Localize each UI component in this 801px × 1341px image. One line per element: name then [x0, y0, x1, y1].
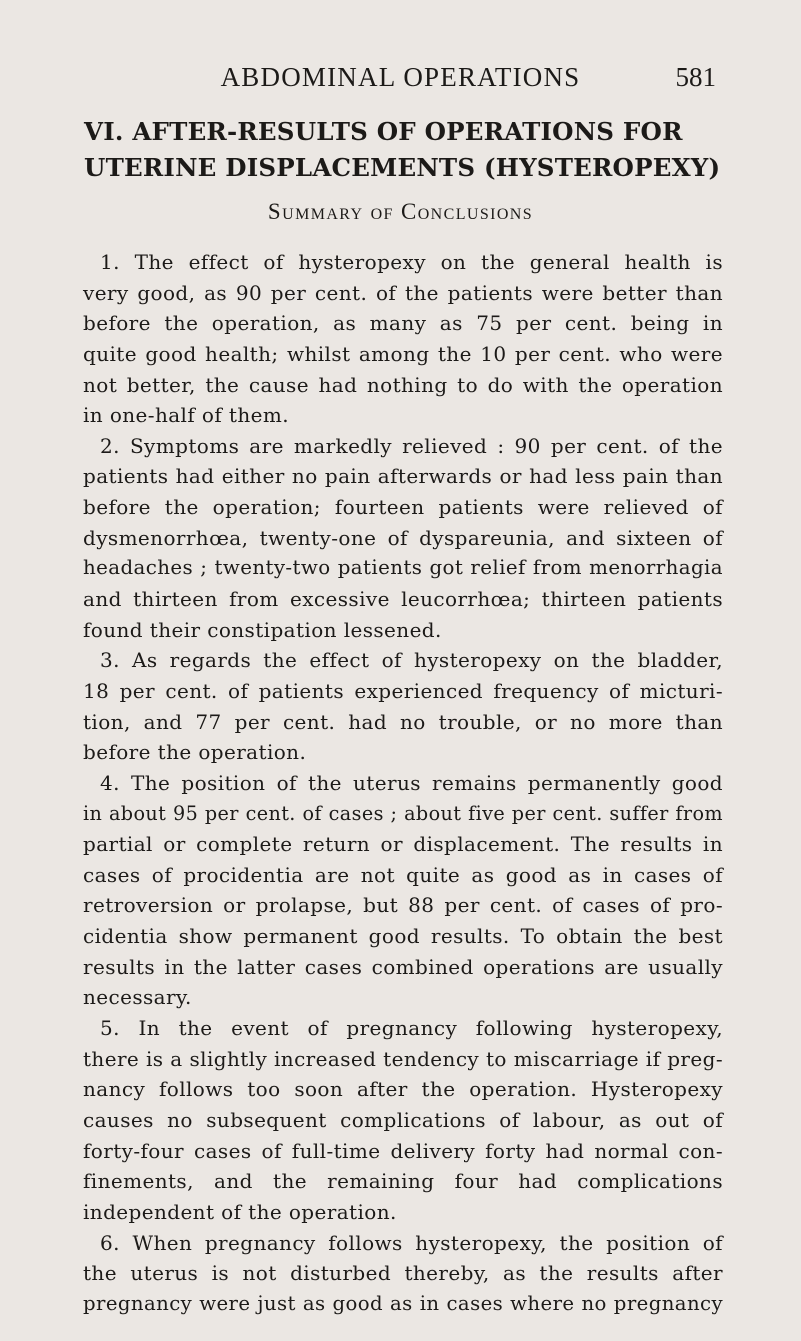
text-line: causes no subsequent complications of labour, as out of — [83, 1107, 723, 1132]
chapter-heading-line: VI. AFTER-RESULTS OF OPERATIONS FOR — [84, 117, 683, 146]
body-text — [83, 247, 723, 1319]
text-line: in about 95 per cent. of cases ; about five per cent. suffer from — [83, 801, 723, 825]
text-line: results in the latter cases combined operations are usually — [83, 954, 723, 979]
chapter-heading-line: UTERINE DISPLACEMENTS (HYSTEROPEXY) — [84, 153, 721, 182]
text-line: finements, and the remaining four had complications — [83, 1169, 723, 1194]
text-line: headaches ; twenty-two patients got relief from menorrhagia — [83, 556, 723, 580]
text-line: there is a slightly increased tendency to miscarriage if preg- — [83, 1046, 723, 1071]
text-line: forty-four cases of full-time delivery forty had normal con- — [83, 1138, 723, 1163]
text-line: cidentia show permanent good results. To obtain the best — [83, 924, 723, 949]
text-line: cases of procidentia are not quite as good as in cases of — [83, 862, 723, 887]
text-line: pregnancy were just as good as in cases where no pregnancy — [83, 1291, 723, 1315]
text-line: dysmenorrhœa, twenty-one of dyspareunia, and sixteen of — [83, 525, 723, 550]
text-line: patients had either no pain afterwards or had less pain than — [83, 464, 723, 489]
text-line: 2. Symptoms are markedly relieved : 90 per cent. of the — [100, 433, 723, 458]
text-line: not better, the cause had nothing to do with the operation — [83, 372, 723, 397]
text-line: 18 per cent. of patients experienced frequency of micturi- — [83, 678, 723, 703]
text-line: and thirteen from excessive leucorrhœa; thirteen patients — [83, 587, 723, 612]
text-line: quite good health; whilst among the 10 per cent. who were — [83, 341, 723, 366]
text-line: before the operation. — [83, 740, 307, 765]
text-line: 5. In the event of pregnancy following hysteropexy, — [100, 1016, 723, 1041]
text-line: 6. When pregnancy follows hysteropexy, the position of — [100, 1230, 723, 1255]
text-line: tion, and 77 per cent. had no trouble, or no more than — [83, 709, 723, 734]
page-number: 581 — [675, 62, 716, 92]
text-line: in one-half of them. — [83, 403, 289, 428]
text-line: independent of the operation. — [83, 1199, 397, 1224]
text-line: retroversion or prolapse, but 88 per cent. of cases of pro- — [83, 893, 723, 918]
text-line: before the operation; fourteen patients were relieved of — [83, 495, 723, 520]
text-line: necessary. — [83, 985, 192, 1010]
running-header — [0, 62, 801, 102]
text-line: the uterus is not disturbed thereby, as the results after — [83, 1261, 723, 1286]
text-line: 3. As regards the effect of hysteropexy on the bladder, — [100, 648, 723, 673]
section-title: Summary of Conclusions — [267, 199, 534, 224]
text-line: 1. The effect of hysteropexy on the general health is — [100, 250, 723, 274]
text-line: 4. The position of the uterus remains permanently good — [100, 770, 723, 795]
text-line: very good, as 90 per cent. of the patients were better than — [83, 280, 723, 305]
running-title: ABDOMINAL OPERATIONS — [220, 62, 581, 92]
chapter-heading — [84, 114, 724, 186]
text-line: nancy follows too soon after the operation. Hysteropexy — [83, 1077, 723, 1102]
text-line: before the operation, as many as 75 per cent. being in — [83, 311, 723, 336]
text-line: partial or complete return or displacement. The results in — [83, 832, 723, 857]
text-line: found their constipation lessened. — [83, 617, 442, 642]
